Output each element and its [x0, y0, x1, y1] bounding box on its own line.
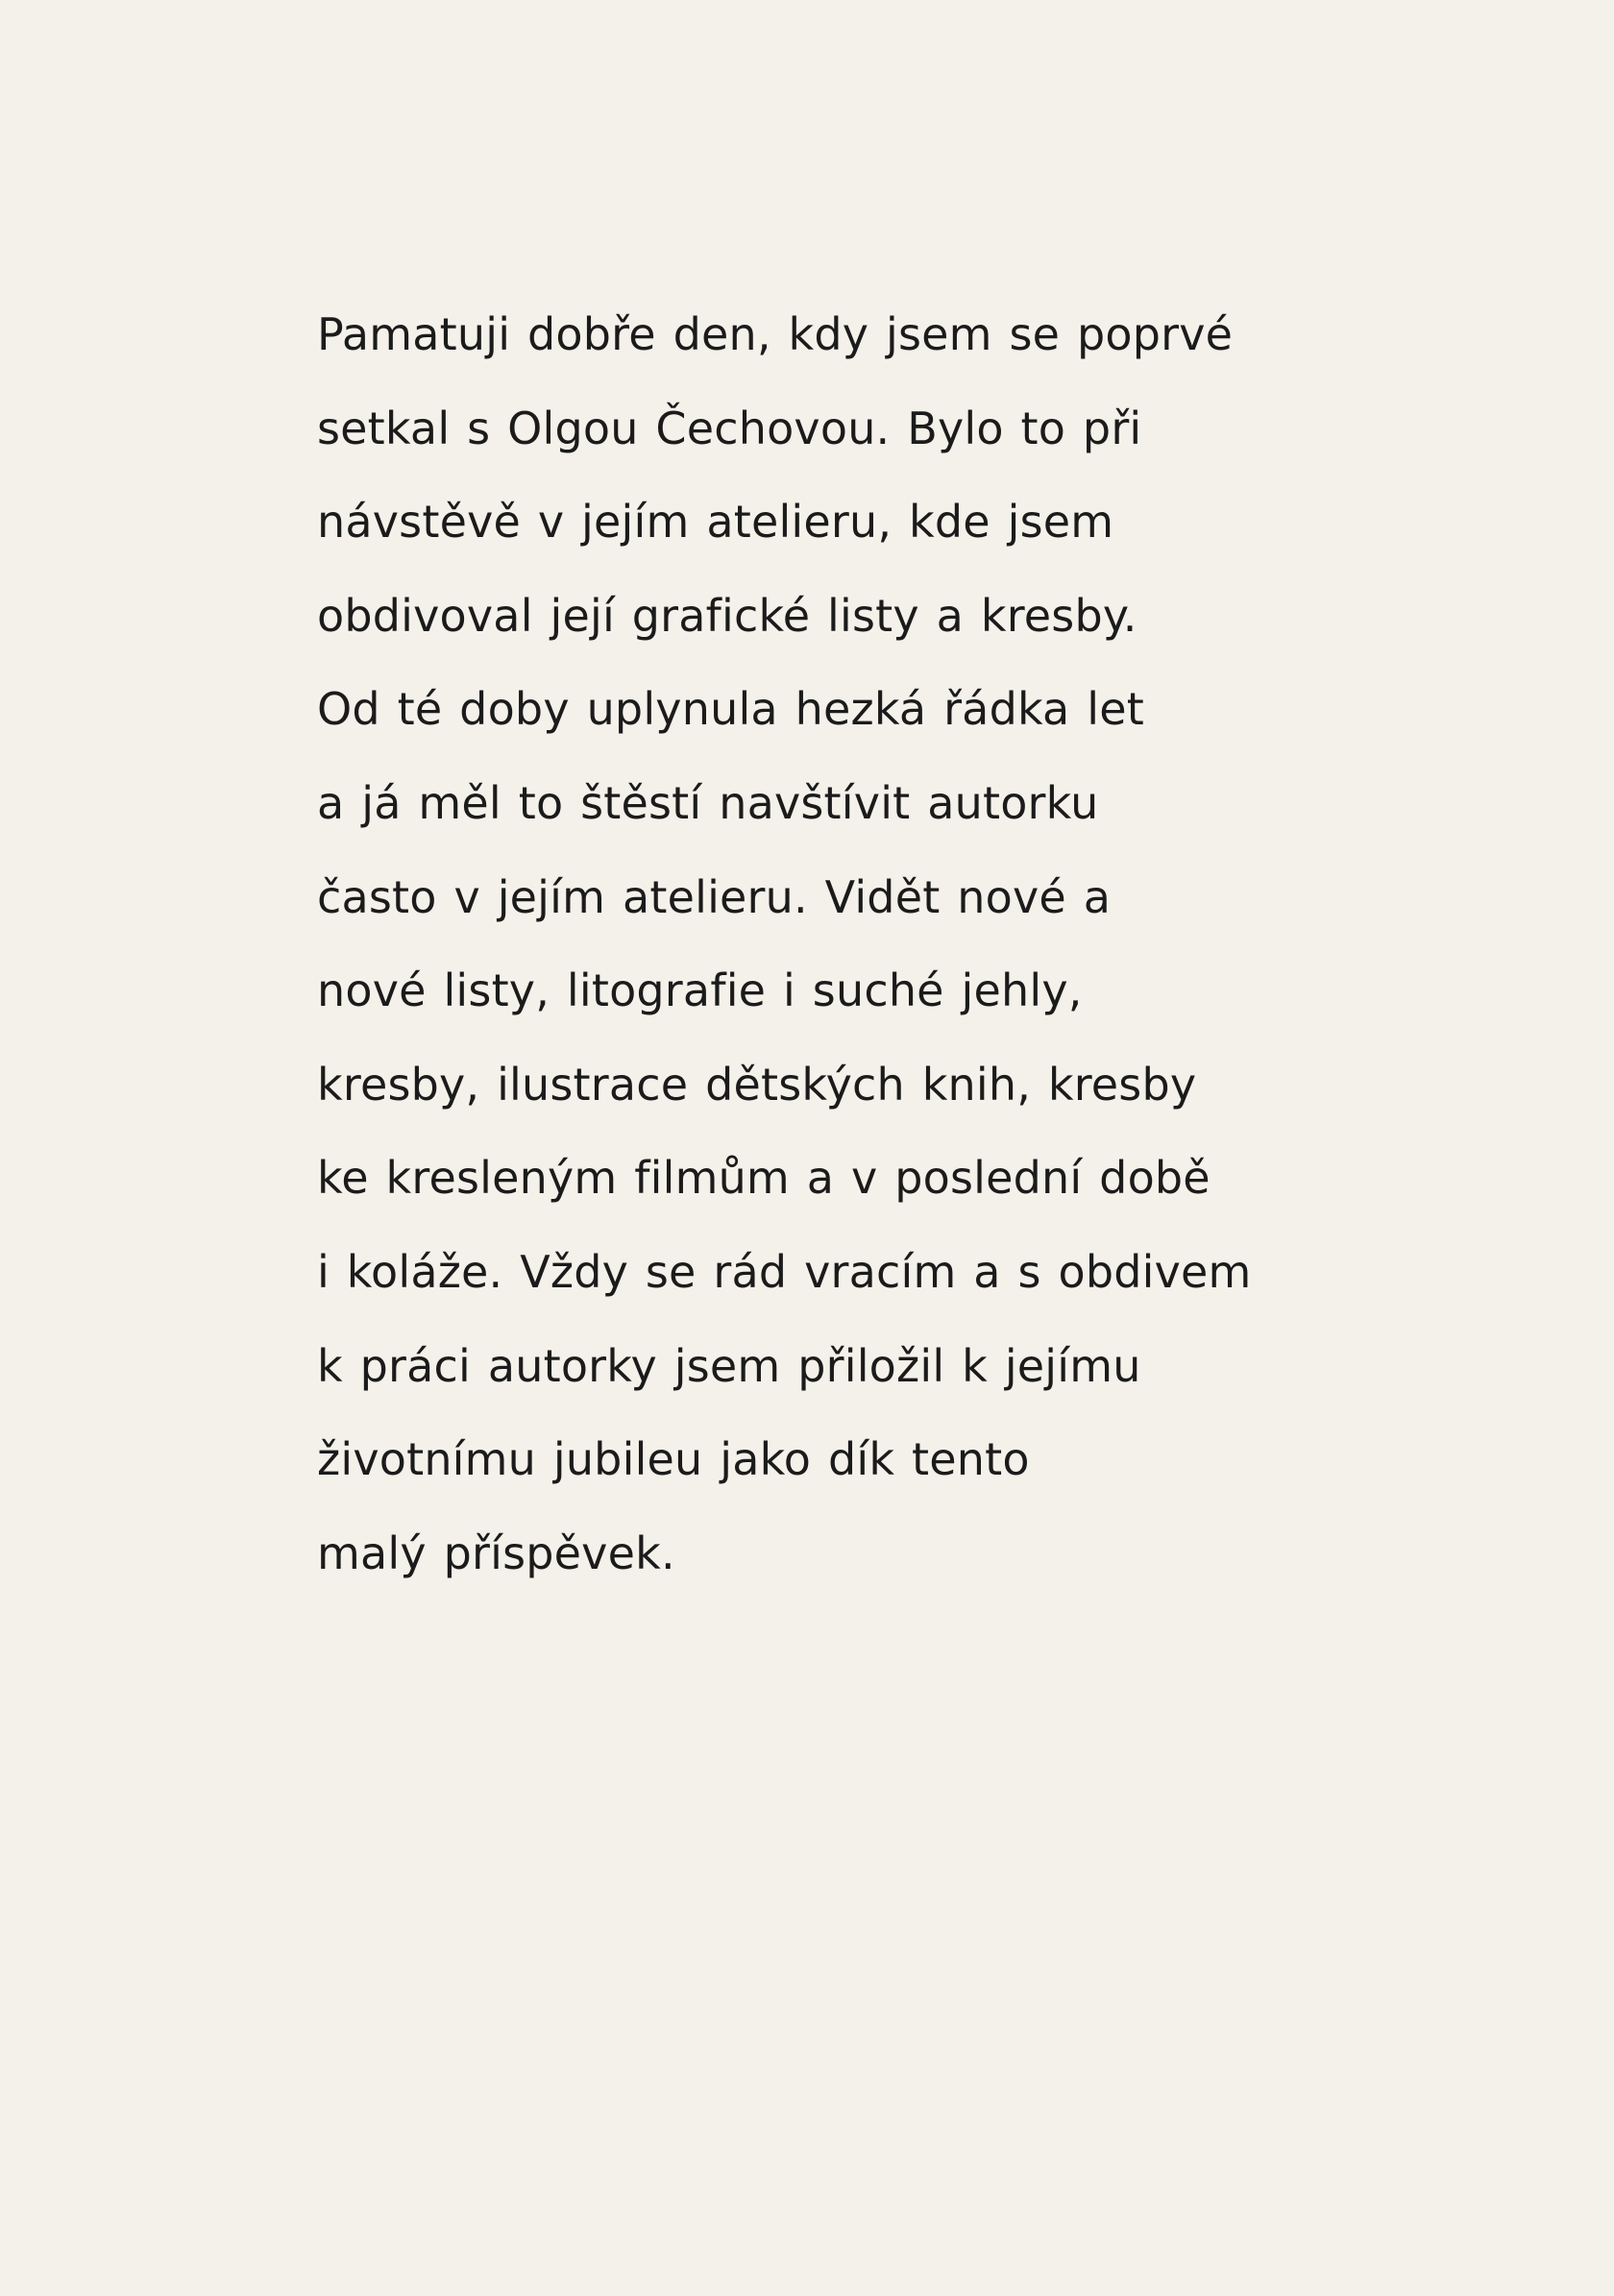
text-line: často v jejím atelieru. Vidět nové a: [317, 870, 1112, 923]
text-line: k práci autorky jsem přiložil k jejímu: [317, 1339, 1141, 1392]
text-line: návstěvě v jejím atelieru, kde jsem: [317, 496, 1114, 549]
body-paragraph: [317, 308, 1374, 1624]
text-line: setkal s Olgou Čechovou. Bylo to při: [317, 402, 1142, 454]
text-line: nové listy, litografie i suché jehly,: [317, 965, 1083, 1017]
text-line: malý příspěvek.: [317, 1527, 675, 1579]
text-line: Od té doby uplynula hezká řádka let: [317, 683, 1144, 736]
text-line: kresby, ilustrace dětských knih, kresby: [317, 1058, 1197, 1111]
text-line: životnímu jubileu jako dík tento: [317, 1433, 1030, 1486]
text-line: Pamatuji dobře den, kdy jsem se poprvé: [317, 308, 1234, 360]
text-line: ke kresleným filmům a v poslední době: [317, 1152, 1210, 1205]
text-line: obdivoval její grafické listy a kresby.: [317, 589, 1137, 642]
text-line: a já měl to štěstí navštívit autorku: [317, 776, 1099, 829]
text-line: i koláže. Vždy se rád vracím a s obdivem: [317, 1245, 1252, 1298]
